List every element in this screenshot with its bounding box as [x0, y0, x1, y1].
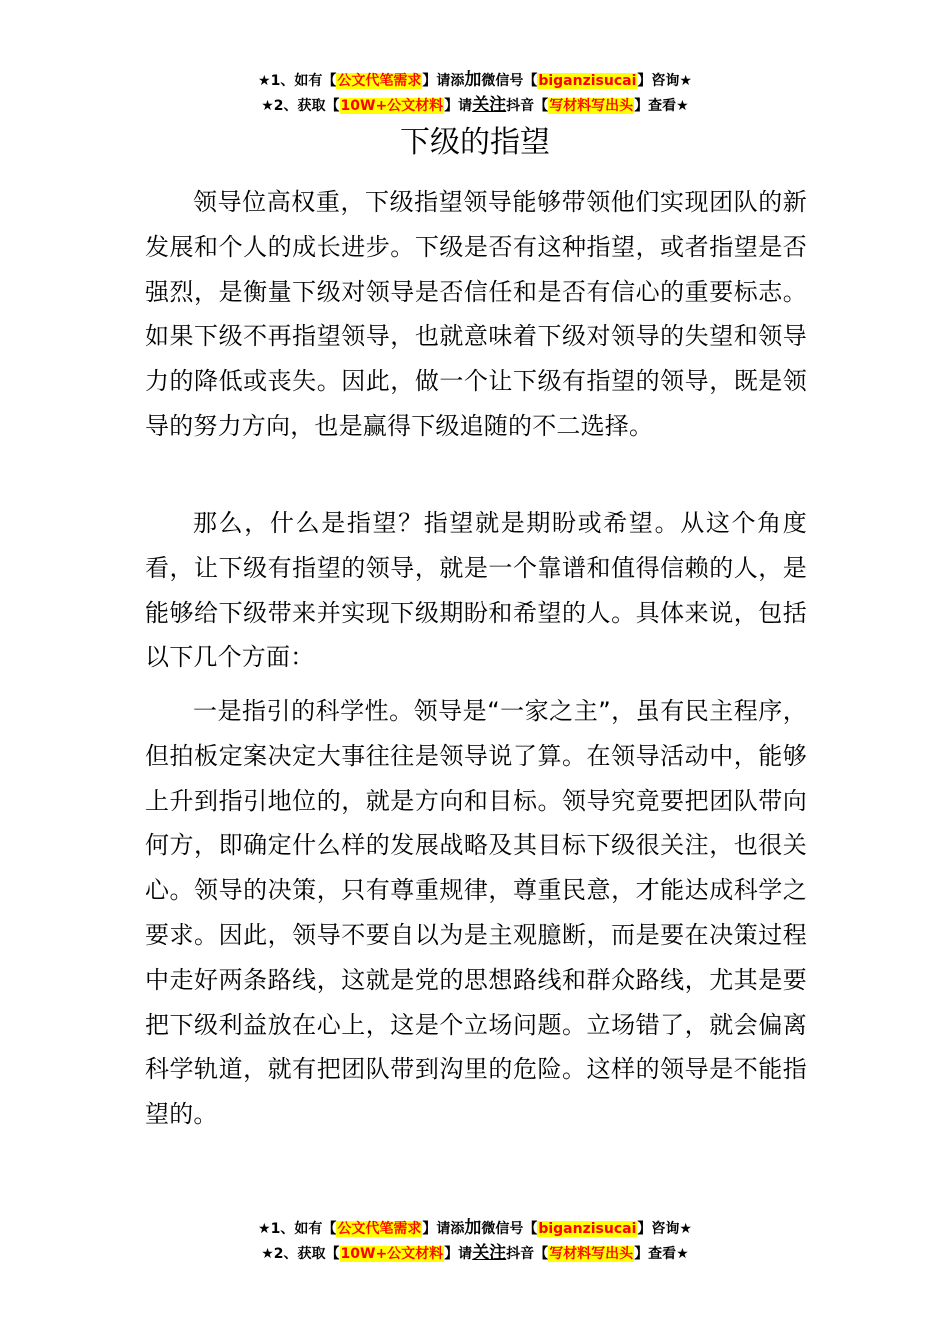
notice-text: 微信号【	[481, 73, 538, 89]
paragraph-2	[145, 501, 807, 680]
notice-text: ★1、如有【	[258, 73, 337, 89]
notice-text: 微信号【	[481, 1221, 538, 1237]
bottom-notice	[0, 1216, 950, 1266]
paragraph-1	[145, 180, 807, 449]
highlight-materials: 10W+公文材料	[340, 98, 444, 114]
notice-text: 】查看★	[634, 1246, 689, 1262]
highlight-service: 公文代笔需求	[337, 73, 422, 89]
highlight-materials: 10W+公文材料	[340, 1246, 444, 1262]
paragraph-text: 那么，什么是指望？指望就是期盼或希望。从这个角度看，让下级有指望的领导，就是一个靠谱和值得信赖的人，是能够给下级带来并实现下级期盼和希望的人。具体来说，包括以下几个方面：	[145, 509, 807, 672]
notice-text: 】请添	[422, 1221, 465, 1237]
notice-text: ★2、获取【	[261, 98, 340, 114]
notice-text-large: 加	[464, 1218, 482, 1238]
notice-text: 】请添	[422, 73, 465, 89]
highlight-wechat-id: biganzisucai	[538, 1221, 637, 1237]
highlight-douyin-account: 写材料写出头	[549, 98, 634, 114]
document-title: 下级的指望	[400, 125, 550, 160]
notice-text-large: 加	[464, 70, 482, 90]
notice-text: 】请	[444, 98, 473, 114]
notice-text: ★2、获取【	[261, 1246, 340, 1262]
notice-line-2	[0, 93, 950, 118]
notice-text: 抖音【	[506, 98, 549, 114]
notice-text: ★1、如有【	[258, 1221, 337, 1237]
paragraph-text: 一是指引的科学性。领导是“一家之主”，虽有民主程序，但拍板定案决定大事往往是领导说了算。在领导活动中，能够上升到指引地位的，就是方向和目标。领导究竟要把团队带向何方，即确定什么样的发展战略及其目标下级很关注，也很关心。领导的决策，只有尊重规律，尊重民意，才能达成科学之要求。因此，领导不要自以为是主观臆断，而是要在决策过程中走好两条路线，这就是党的思想路线和群众路线，尤其是要把下级利益放在心上，这是个立场问题。立场错了，就会偏离科学轨道，就有把团队带到沟里的危险。这样的领导是不能指望的。	[145, 697, 807, 1129]
notice-line-1	[0, 1216, 950, 1241]
notice-text: 】咨询★	[637, 1221, 692, 1237]
notice-text: 抖音【	[506, 1246, 549, 1262]
notice-line-1	[0, 68, 950, 93]
highlight-douyin-account: 写材料写出头	[549, 1246, 634, 1262]
highlight-wechat-id: biganzisucai	[538, 73, 637, 89]
notice-text: 】咨询★	[637, 73, 692, 89]
notice-text-underlined: 关注	[472, 95, 507, 115]
notice-text: 】查看★	[634, 98, 689, 114]
top-notice	[0, 68, 950, 118]
paragraph-3	[145, 689, 807, 1137]
notice-text: 】请	[444, 1246, 473, 1262]
highlight-service: 公文代笔需求	[337, 1221, 422, 1237]
notice-text-underlined: 关注	[472, 1243, 507, 1263]
notice-line-2	[0, 1241, 950, 1266]
paragraph-text: 领导位高权重，下级指望领导能够带领他们实现团队的新发展和个人的成长进步。下级是否有这种指望，或者指望是否强烈，是衡量下级对领导是否信任和是否有信心的重要标志。如果下级不再指望领导，也就意味着下级对领导的失望和领导力的降低或丧失。因此，做一个让下级有指望的领导，既是领导的努力方向，也是赢得下级追随的不二选择。	[145, 188, 807, 440]
